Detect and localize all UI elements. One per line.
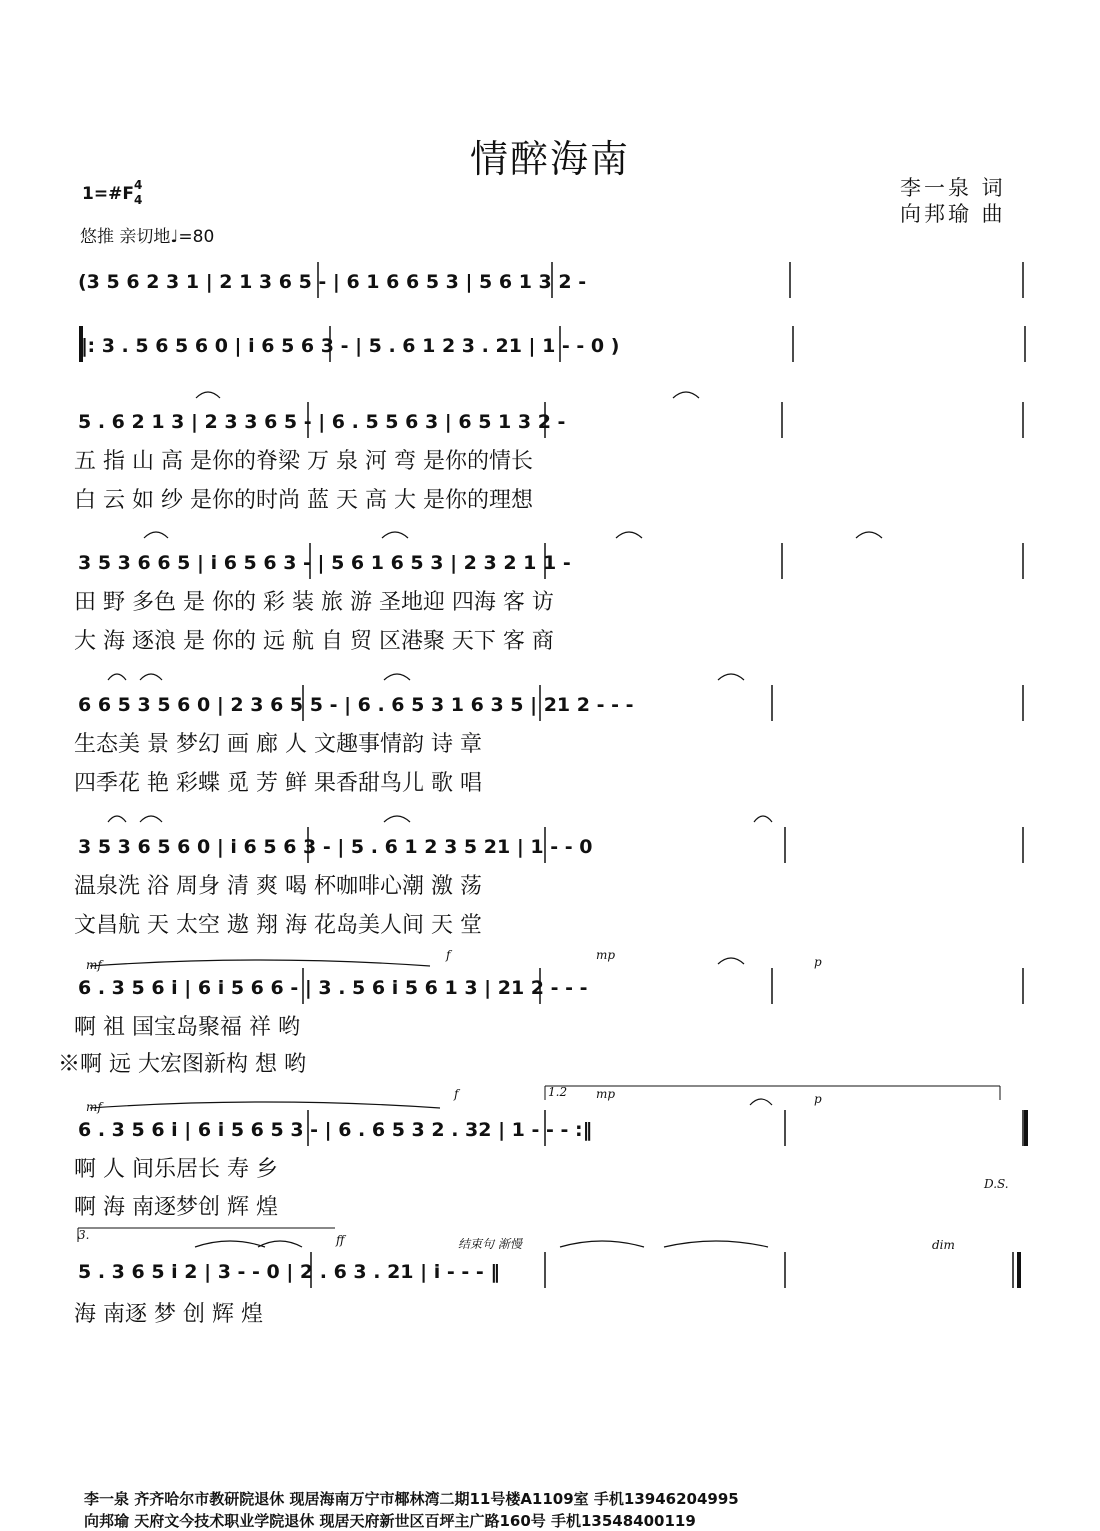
slur [258, 1241, 302, 1247]
slur [664, 1241, 768, 1247]
notation-row: 5 . 6 2 1 3 | 2 3 3 6 5 - | 6 . 5 5 6 3 | 6 5 1 3 2 - [78, 411, 566, 433]
page-title: 情醉海南 [469, 137, 630, 181]
footer-composer-info: 向邦瑜 天府文今技术职业学院退休 现居天府新世区百坪主广路160号 手机13548400119 [84, 1512, 696, 1530]
slur [673, 392, 699, 398]
slur [382, 532, 408, 538]
slur [718, 674, 744, 680]
notation-row: 3 5 3 6 6 5 | i 6 5 6 3 - | 5 6 1 6 5 3 | 2 3 2 1 1 - [78, 552, 571, 574]
dynamic-mp: mp [596, 948, 616, 962]
lyric-line: 大 海 逐浪 是 你的 远 航 自 贸 区港聚 天下 客 商 [74, 629, 554, 654]
lyric-line: 四季花 艳 彩蝶 觅 芳 鲜 果香甜鸟儿 歌 唱 [74, 771, 482, 796]
slur [144, 532, 168, 538]
dynamic-mf: mf [86, 1100, 102, 1114]
lyric-line: 海 南逐 梦 创 辉 煌 [74, 1302, 263, 1327]
dim-marking: dim [932, 1238, 955, 1252]
slur [754, 816, 772, 822]
footer-author-info: 李一泉 齐齐哈尔市教研院退休 现居海南万宁市椰林湾二期11号楼A1109室 手机13946204995 [84, 1490, 739, 1508]
time-signature [134, 178, 142, 208]
notation-row: 5 . 3 6 5 i 2 | 3 - - 0 | 2 . 6 3 . 21 | i - - - ‖ [78, 1261, 500, 1283]
lyric-line: 生态美 景 梦幻 画 廊 人 文趣事情韵 诗 章 [74, 732, 482, 757]
tempo-marking: 悠推 亲切地♩=80 [80, 227, 215, 247]
dynamic-mf: mf [86, 958, 102, 972]
volta-1-2: 1.2 [548, 1085, 568, 1099]
lyricist-credit: 李一泉 词 [900, 176, 1006, 200]
lyric-line: 文昌航 天 太空 遨 翔 海 花岛美人间 天 堂 [74, 913, 482, 938]
dynamic-f: f [446, 948, 451, 962]
slur [196, 392, 220, 398]
dynamic-p: p [814, 1092, 822, 1106]
volta-3: 3. [78, 1228, 90, 1242]
slur [108, 674, 126, 680]
slur [616, 532, 642, 538]
lyric-line: 啊 海 南逐梦创 辉 煌 [74, 1195, 278, 1220]
slur [750, 1099, 772, 1105]
slur [108, 816, 126, 822]
ending-text: 结束句 渐慢 [458, 1237, 522, 1251]
slur [718, 958, 744, 964]
notation-row: 6 . 3 5 6 i | 6 i 5 6 6 - | 3 . 5 6 i 5 6 1 3 | 21 2 - - - [78, 977, 588, 999]
slur [560, 1241, 644, 1247]
notation-row: 6 6 5 3 5 6 0 | 2 3 6 5 5 - | 6 . 6 5 3 1 6 3 5 | 21 2 - - - [78, 694, 634, 716]
lyric-line: 五 指 山 高 是你的脊梁 万 泉 河 弯 是你的情长 [74, 449, 533, 474]
segno-jump: D.S. [984, 1177, 1009, 1191]
lyric-line: 啊 祖 国宝岛聚福 祥 哟 [74, 1015, 300, 1040]
slur [195, 1241, 265, 1247]
slur [856, 532, 882, 538]
time-signature-bottom: 4 [134, 193, 143, 207]
lyric-line: ※啊 远 大宏图新构 想 哟 [58, 1052, 306, 1077]
notation-row: 6 . 3 5 6 i | 6 i 5 6 5 3 - | 6 . 6 5 3 2 . 32 | 1 - - - :‖ [78, 1119, 593, 1141]
notation-row: (3 5 6 2 3 1 | 2 1 3 6 5 - | 6 1 6 6 5 3 | 5 6 1 3 2 - [78, 271, 587, 293]
slur [140, 816, 162, 822]
time-signature-top: 4 [134, 178, 143, 192]
key-signature: 1=#F [82, 184, 134, 204]
crescendo-line [90, 1102, 440, 1108]
slur [384, 816, 410, 822]
crescendo-line [90, 960, 430, 966]
lyric-line: 温泉洗 浴 周身 清 爽 喝 杯咖啡心潮 激 荡 [74, 874, 482, 899]
dynamic-ff: ff [336, 1233, 345, 1247]
lyric-line: 白 云 如 纱 是你的时尚 蓝 天 高 大 是你的理想 [74, 488, 533, 513]
slur [384, 674, 410, 680]
composer-credit: 向邦瑜 曲 [900, 202, 1006, 226]
notation-row: ‖: 3 . 5 6 5 6 0 | i 6 5 6 3 - | 5 . 6 1 2 3 . 21 | 1 - - 0 ) [78, 335, 620, 357]
lyric-line: 啊 人 间乐居长 寿 乡 [74, 1157, 278, 1182]
dynamic-mp: mp [596, 1087, 616, 1101]
dynamic-p: p [814, 955, 822, 969]
lyric-line: 田 野 多色 是 你的 彩 装 旅 游 圣地迎 四海 客 访 [74, 590, 554, 615]
slur [140, 674, 162, 680]
notation-row: 3 5 3 6 5 6 0 | i 6 5 6 3 - | 5 . 6 1 2 3 5 21 | 1 - - 0 [78, 836, 593, 858]
dynamic-f: f [454, 1087, 459, 1101]
